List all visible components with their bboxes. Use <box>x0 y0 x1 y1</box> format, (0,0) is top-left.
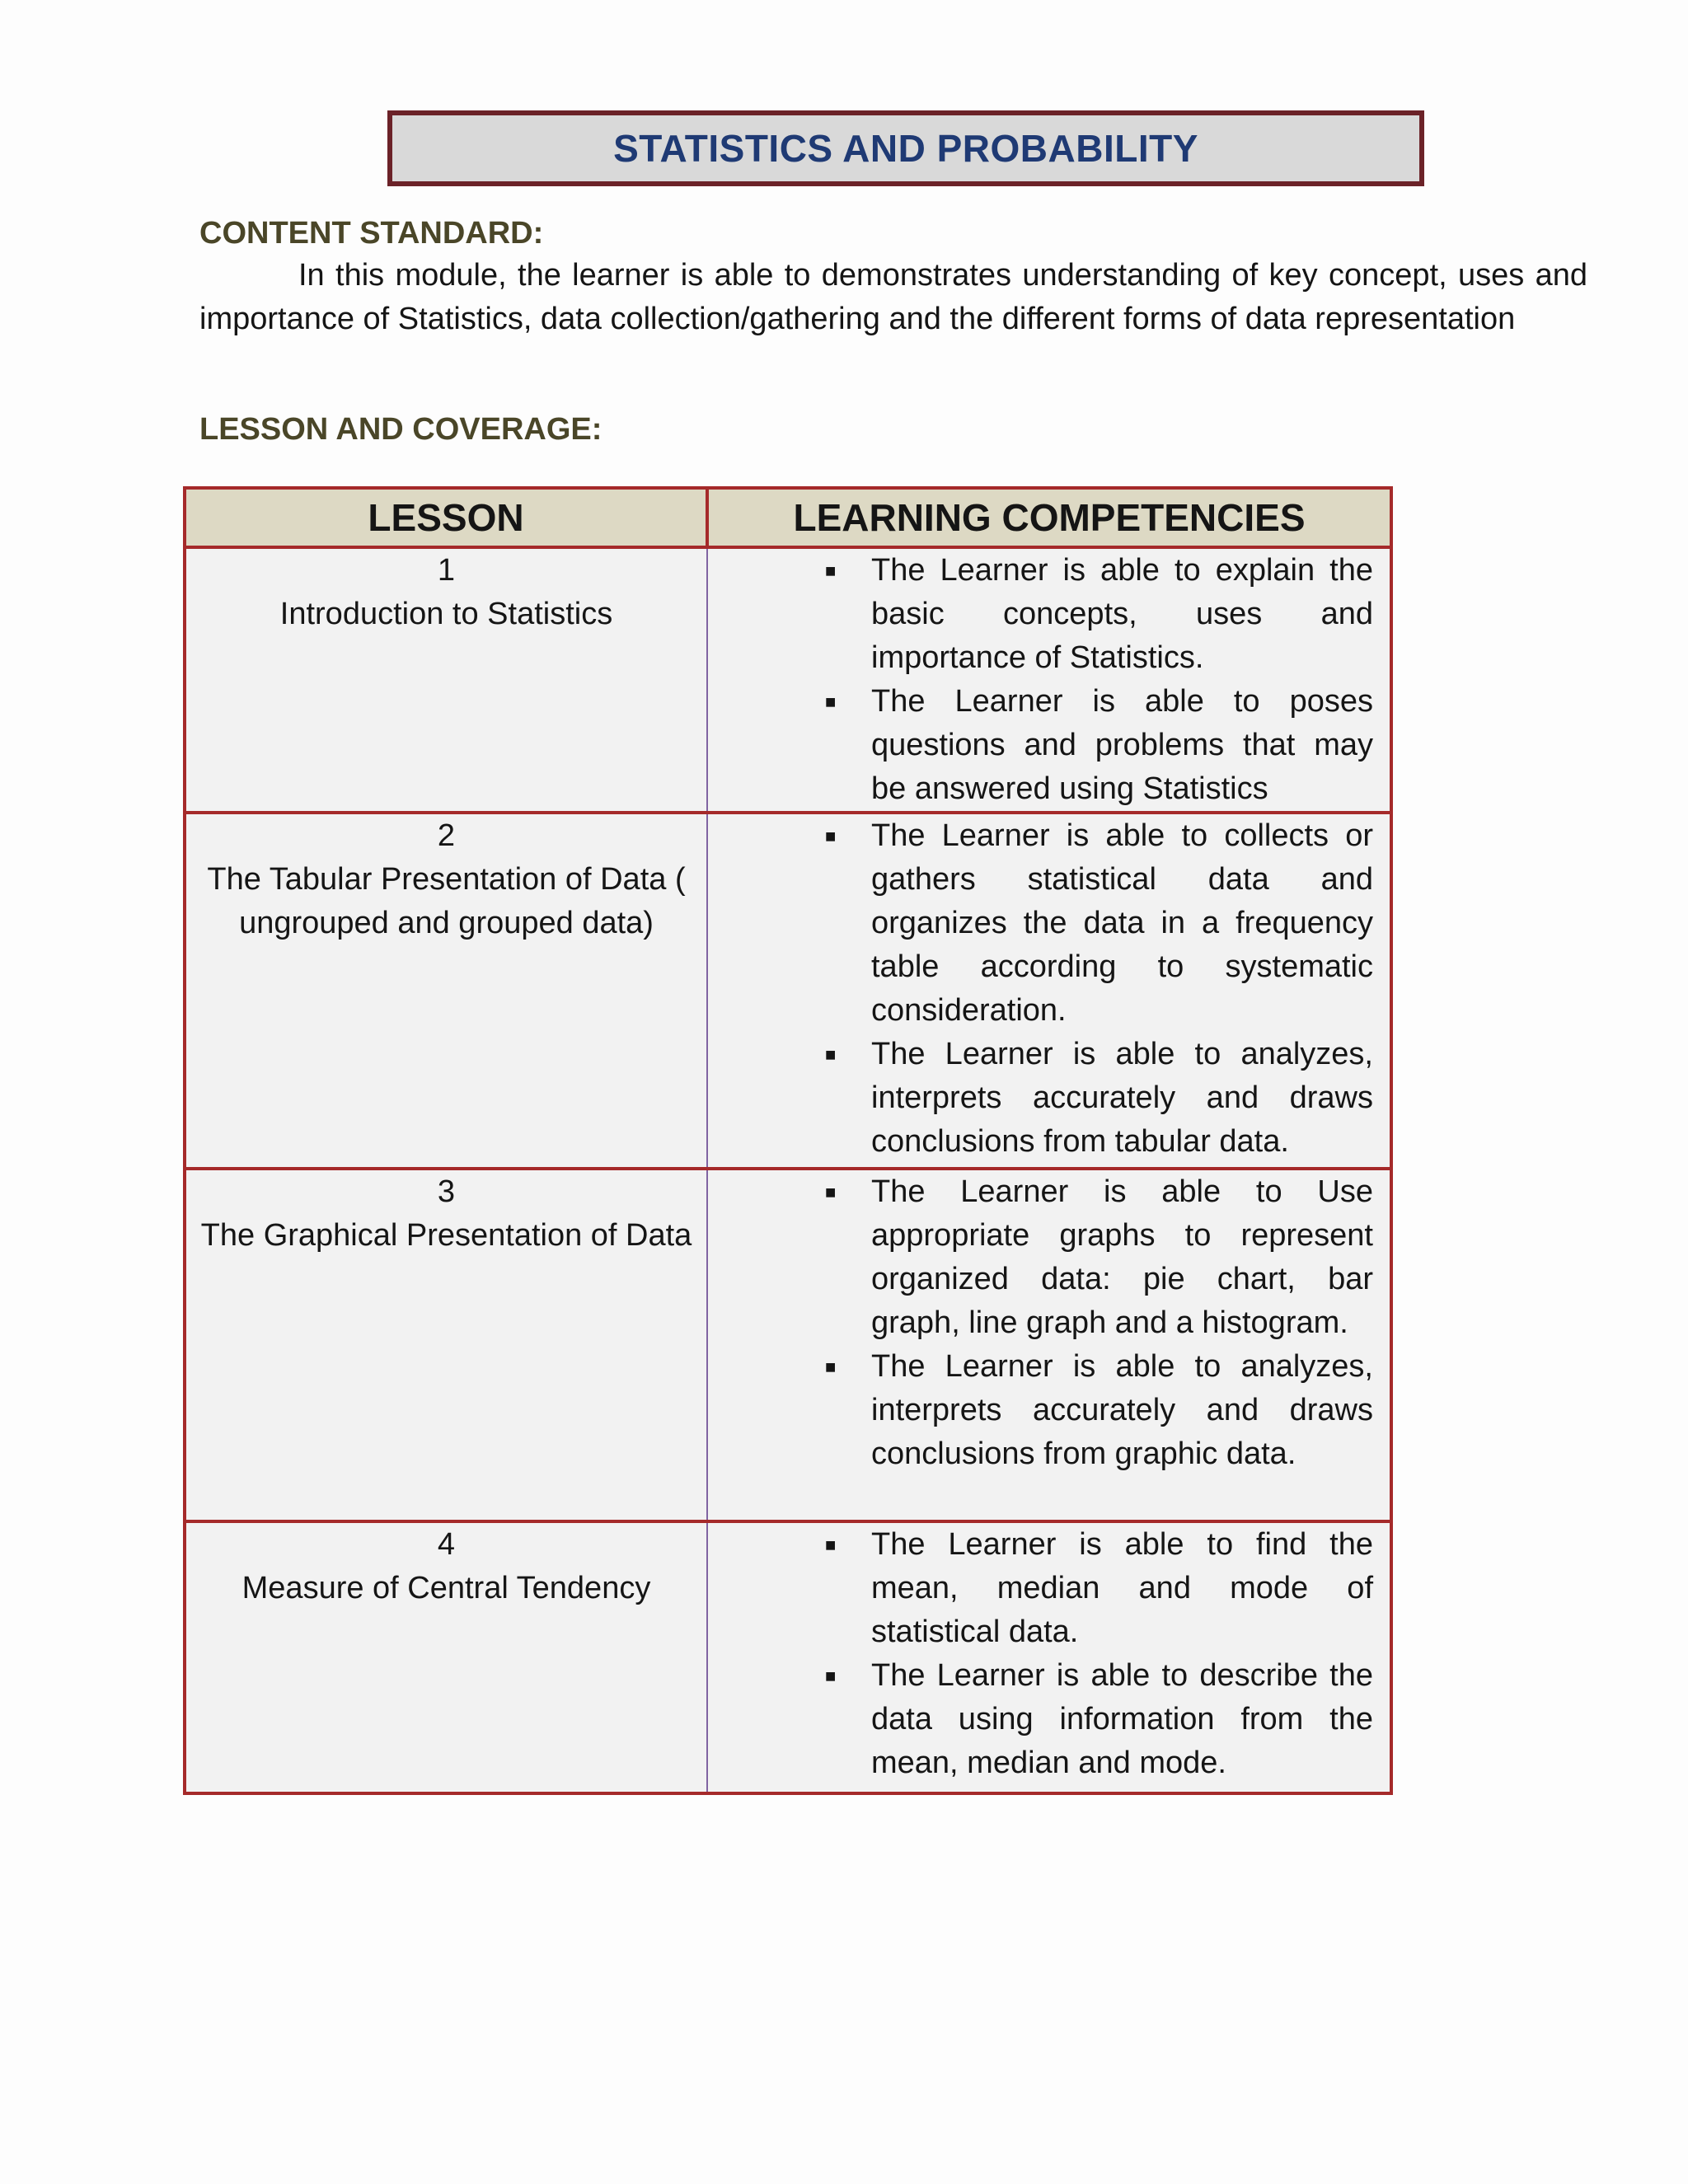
table-header-row <box>185 488 1391 547</box>
competency-list <box>708 1523 1373 1785</box>
lesson-title: The Tabular Presentation of Data ( ungrouped and grouped data) <box>207 862 686 940</box>
column-header-competencies: LEARNING COMPETENCIES <box>707 488 1391 547</box>
column-header-lesson: LESSON <box>185 488 707 547</box>
lesson-cell <box>185 547 707 813</box>
lesson-title: Introduction to Statistics <box>279 597 613 631</box>
competency-text: The Learner is able to explain the basic concepts, uses and importance of Statistics. <box>871 553 1373 675</box>
square-bullet-icon: ■ <box>825 691 837 712</box>
competency-text: The Learner is able to Use appropriate graphs to represent organized data: pie chart, bar graph, line graph and a histogram. <box>871 1174 1373 1340</box>
lesson-cell <box>185 813 707 1169</box>
content-standard-text: In this module, the learner is able to demonstrates understanding of key concept, uses and importance of Statistics, data collection/gathering and the different forms of data representation <box>199 258 1587 336</box>
lesson-number: 1 <box>437 553 456 588</box>
competency-text: The Learner is able to poses questions and problems that may be answered using Statistics <box>871 684 1373 806</box>
competency-list <box>708 814 1373 1164</box>
lesson-cell <box>185 1169 707 1521</box>
competencies-cell <box>707 1521 1391 1793</box>
square-bullet-icon: ■ <box>825 1182 837 1202</box>
table-row <box>185 547 1391 813</box>
competency-item <box>825 1033 1373 1164</box>
competencies-cell <box>707 1169 1391 1521</box>
competency-text: The Learner is able to analyzes, interprets accurately and draws conclusions from tabular data. <box>871 1037 1373 1159</box>
square-bullet-icon: ■ <box>825 826 837 846</box>
competency-text: The Learner is able to find the mean, median and mode of statistical data. <box>871 1527 1373 1649</box>
table-row <box>185 813 1391 1169</box>
square-bullet-icon: ■ <box>825 560 837 581</box>
competencies-cell <box>707 813 1391 1169</box>
square-bullet-icon: ■ <box>825 1666 837 1686</box>
lesson-title: The Graphical Presentation of Data <box>200 1218 692 1253</box>
competency-item <box>825 549 1373 680</box>
competency-list <box>708 549 1373 811</box>
lesson-number: 3 <box>437 1174 456 1209</box>
competencies-cell <box>707 547 1391 813</box>
square-bullet-icon: ■ <box>825 1535 837 1555</box>
lesson-cell <box>185 1521 707 1793</box>
competency-item <box>825 814 1373 1033</box>
square-bullet-icon: ■ <box>825 1044 837 1065</box>
lesson-number: 2 <box>437 818 456 853</box>
lesson-coverage-heading: LESSON AND COVERAGE: <box>199 412 603 447</box>
page-title: STATISTICS AND PROBABILITY <box>613 127 1198 170</box>
competency-text: The Learner is able to collects or gathers statistical data and organizes the data in a frequency table according to systematic consideration. <box>871 818 1373 1028</box>
competency-item <box>825 680 1373 811</box>
competency-text: The Learner is able to analyzes, interprets accurately and draws conclusions from graphic data. <box>871 1349 1373 1471</box>
lesson-title: Measure of Central Tendency <box>241 1571 651 1605</box>
competency-item <box>825 1523 1373 1654</box>
title-box <box>387 110 1424 186</box>
table-row <box>185 1521 1391 1793</box>
competency-item <box>825 1345 1373 1476</box>
competency-text: The Learner is able to describe the data using information from the mean, median and mode. <box>871 1658 1373 1780</box>
competency-item <box>825 1654 1373 1785</box>
table-row <box>185 1169 1391 1521</box>
content-standard-heading: CONTENT STANDARD: <box>199 216 544 251</box>
lesson-table <box>183 486 1393 1795</box>
square-bullet-icon: ■ <box>825 1357 837 1377</box>
lesson-number: 4 <box>437 1527 456 1562</box>
competency-item <box>825 1170 1373 1345</box>
competency-list <box>708 1170 1373 1476</box>
